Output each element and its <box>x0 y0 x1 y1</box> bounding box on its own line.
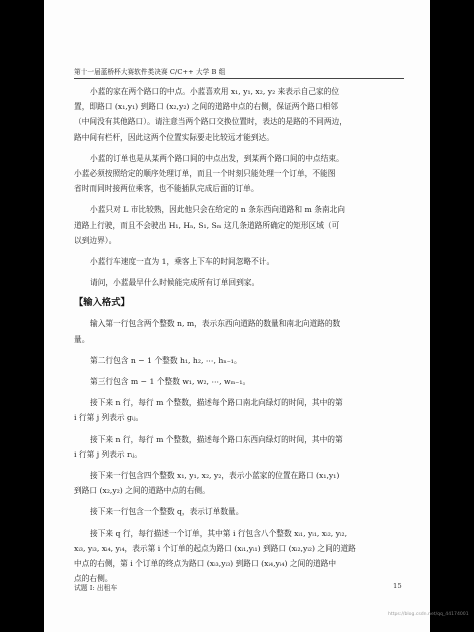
text-line: 以到边界）。 <box>74 235 117 245</box>
description-paragraph <box>74 84 404 145</box>
input-format-paragraph <box>74 316 404 346</box>
description-paragraph <box>74 202 404 248</box>
text-line: 小蓝行车速度一直为 1，乘客上下车的时间忽略不计。 <box>90 257 275 267</box>
input-format-paragraph <box>74 526 404 587</box>
text-line: 输入第一行包含两个整数 n, m，表示东西向道路的数量和南北向道路的数 <box>90 319 341 329</box>
problem-description <box>74 84 404 290</box>
description-paragraph <box>74 254 404 269</box>
footer-problem-title: 试题 I: 出租车 <box>74 584 118 592</box>
text-line: 第二行包含 n − 1 个整数 h₁, h₂, ⋯, hₙ₋₁。 <box>90 355 242 365</box>
document-page <box>44 0 430 632</box>
text-line: 第三行包含 m − 1 个整数 w₁, w₂, ⋯, wₘ₋₁。 <box>90 377 251 387</box>
text-line: i 行第 j 列表示 rᵢⱼ。 <box>74 449 142 459</box>
input-format-paragraph <box>74 374 404 389</box>
section-title-input-format: 【输入格式】 <box>74 297 130 309</box>
text-line: 接下来 n 行，每行 m 个整数，描述每个路口东西向绿灯的时间，其中的第 <box>90 434 343 444</box>
input-format-paragraph <box>74 504 404 519</box>
description-paragraph <box>74 275 404 290</box>
text-line: 量。 <box>74 334 90 344</box>
text-line: 置，即路口 (x₁,y₁) 到路口 (x₂,y₂) 之间的道路中点的右侧，保证两个路口相邻 <box>74 102 338 112</box>
text-line: （中间没有其他路口）。请注意当两个路口交换位置时，表达的是路的不同两边， <box>74 117 347 127</box>
description-paragraph <box>74 151 404 197</box>
page-body <box>74 84 404 592</box>
text-line: i 行第 j 列表示 gᵢⱼ。 <box>74 413 144 423</box>
text-line: xᵢ₃, yᵢ₃, xᵢ₄, yᵢ₄，表示第 i 个订单的起点为路口 (xᵢ₁,yᵢ₁) 到路口 (xᵢ₂,yᵢ₂) 之间的道路 <box>74 543 356 553</box>
text-line: 路中间有栏杆，因此这两个位置实际要走比较远才能到达。 <box>74 132 274 142</box>
text-line: 中点的右侧，第 i 个订单的终点为路口 (xᵢ₃,yᵢ₃) 到路口 (xᵢ₄,yᵢ₄) 之间的道路中 <box>74 559 337 569</box>
page-number: 15 <box>393 582 402 590</box>
text-line: 点的右侧。 <box>74 574 113 584</box>
text-line: 道路上行驶，而且不会驶出 H₁, Hₙ, S₁, Sₘ 这几条道路所确定的矩形区域（可 <box>74 220 340 230</box>
input-format-paragraph <box>74 395 404 425</box>
text-line: 接下来一行包含四个整数 x₁, y₁, x₂, y₂，表示小蓝家的位置在路口 (x₁,y₁) <box>90 471 340 481</box>
header-rule <box>74 78 404 79</box>
text-line: 省时而同时接两位乘客，也不能插队完成后面的订单。 <box>74 184 259 194</box>
page-header: 第十一届蓝桥杯大赛软件类决赛 C/C++ 大学 B 组 <box>74 68 226 76</box>
text-line: 小蓝的家在两个路口的中点。小蓝喜欢用 x₁, y₁, x₂, y₂ 来表示自己家的位 <box>90 87 340 96</box>
text-line: 小蓝的订单也是从某两个路口间的中点出发，到某两个路口间的中点结束。 <box>90 153 344 163</box>
text-line: 接下来 n 行，每行 m 个整数，描述每个路口南北向绿灯的时间，其中的第 <box>90 398 343 408</box>
text-line: 请问，小蓝最早什么时候能完成所有订单回到家。 <box>90 278 260 288</box>
source-watermark: https://blog.csdn.net/qq_44174001 <box>388 612 469 617</box>
text-line: 到路口 (x₂,y₂) 之间的道路中点的右侧。 <box>74 486 210 496</box>
text-line: 接下来 q 行，每行描述一个订单，其中第 i 行包含八个整数 xᵢ₁, yᵢ₁, xᵢ₂, yᵢ₂, <box>90 528 348 538</box>
text-line: 接下来一行包含一个整数 q，表示订单数量。 <box>90 507 244 517</box>
text-line: 小蓝只对 L 市比较熟，因此他只会在给定的 n 条东西向道路和 m 条南北向 <box>90 205 345 215</box>
input-format-description <box>74 316 404 586</box>
text-line: 小蓝必须按照给定的顺序处理订单，而且一个时刻只能处理一个订单，不能图 <box>74 169 336 179</box>
input-format-paragraph <box>74 432 404 462</box>
input-format-paragraph <box>74 353 404 368</box>
input-format-paragraph <box>74 468 404 498</box>
